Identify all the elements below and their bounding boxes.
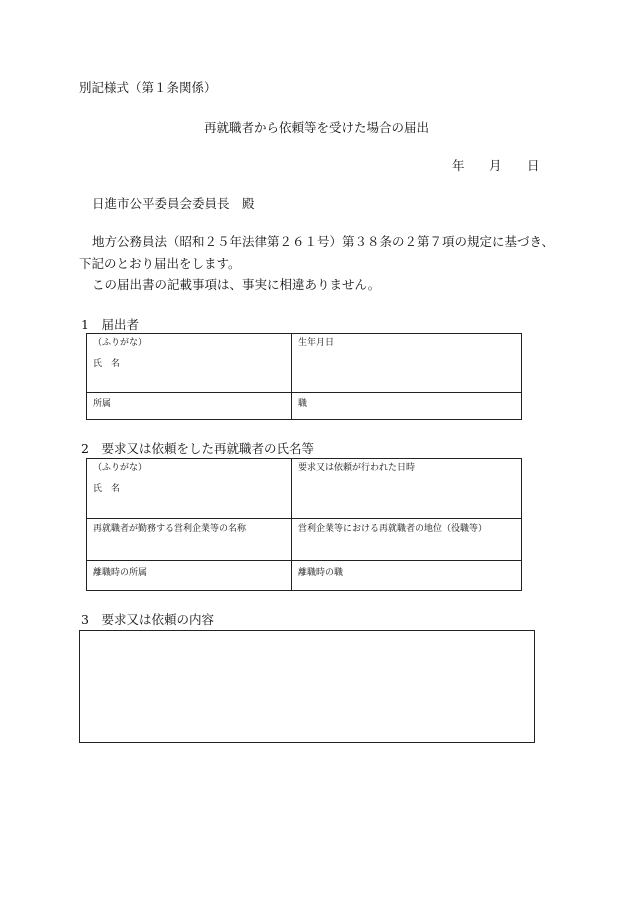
request-datetime-cell[interactable]: [292, 459, 522, 519]
date-month: 月: [489, 158, 502, 173]
addressee: 日進市公平委員会委員長 殿: [92, 196, 255, 211]
former-affiliation-label: 離職時の所属: [93, 568, 148, 578]
name-label: 氏 名: [93, 359, 121, 369]
filer-table: [86, 333, 522, 420]
request-content-box[interactable]: [79, 630, 535, 743]
position-label: 職: [298, 399, 308, 409]
date-year: 年: [452, 158, 465, 173]
furigana-label: （ふりがな）: [93, 338, 148, 348]
date-day: 日: [527, 158, 540, 173]
company-position-cell[interactable]: [292, 519, 522, 561]
company-position-label: 営利企業等における再就職者の地位（役職等）: [298, 524, 488, 534]
birthdate-cell[interactable]: [292, 334, 522, 393]
affiliation-cell[interactable]: [87, 393, 292, 420]
name-label: 氏 名: [93, 484, 121, 494]
body-line-2: 下記のとおり届出をします。: [79, 256, 241, 271]
request-datetime-label: 要求又は依頼が行われた日時: [298, 463, 416, 473]
former-position-cell[interactable]: [292, 561, 522, 591]
company-name-label: 再就職者が勤務する営利企業等の名称: [93, 524, 247, 534]
form-label: 別記様式（第１条関係）: [79, 80, 217, 95]
section3-heading: 3 要求又は依頼の内容: [81, 612, 214, 627]
company-name-cell[interactable]: [87, 519, 292, 561]
former-affiliation-cell[interactable]: [87, 561, 292, 591]
reemployed-name-cell[interactable]: [87, 459, 292, 519]
reemployed-table: [86, 458, 522, 591]
body-line-3: この届出書の記載事項は、事実に相違ありません。: [92, 277, 381, 292]
section1-heading: 1 届出者: [81, 317, 139, 332]
position-cell[interactable]: [292, 393, 522, 420]
document-title: 再就職者から依頼等を受けた場合の届出: [204, 120, 430, 135]
birthdate-label: 生年月日: [298, 338, 335, 348]
body-line-1: 地方公務員法（昭和２５年法律第２６１号）第３８条の２第７項の規定に基づき、: [92, 234, 555, 249]
former-position-label: 離職時の職: [298, 568, 344, 578]
furigana-label: （ふりがな）: [93, 463, 148, 473]
filer-name-cell[interactable]: [87, 334, 292, 393]
section2-heading: 2 要求又は依頼をした再就職者の氏名等: [81, 441, 314, 456]
affiliation-label: 所属: [93, 399, 112, 409]
